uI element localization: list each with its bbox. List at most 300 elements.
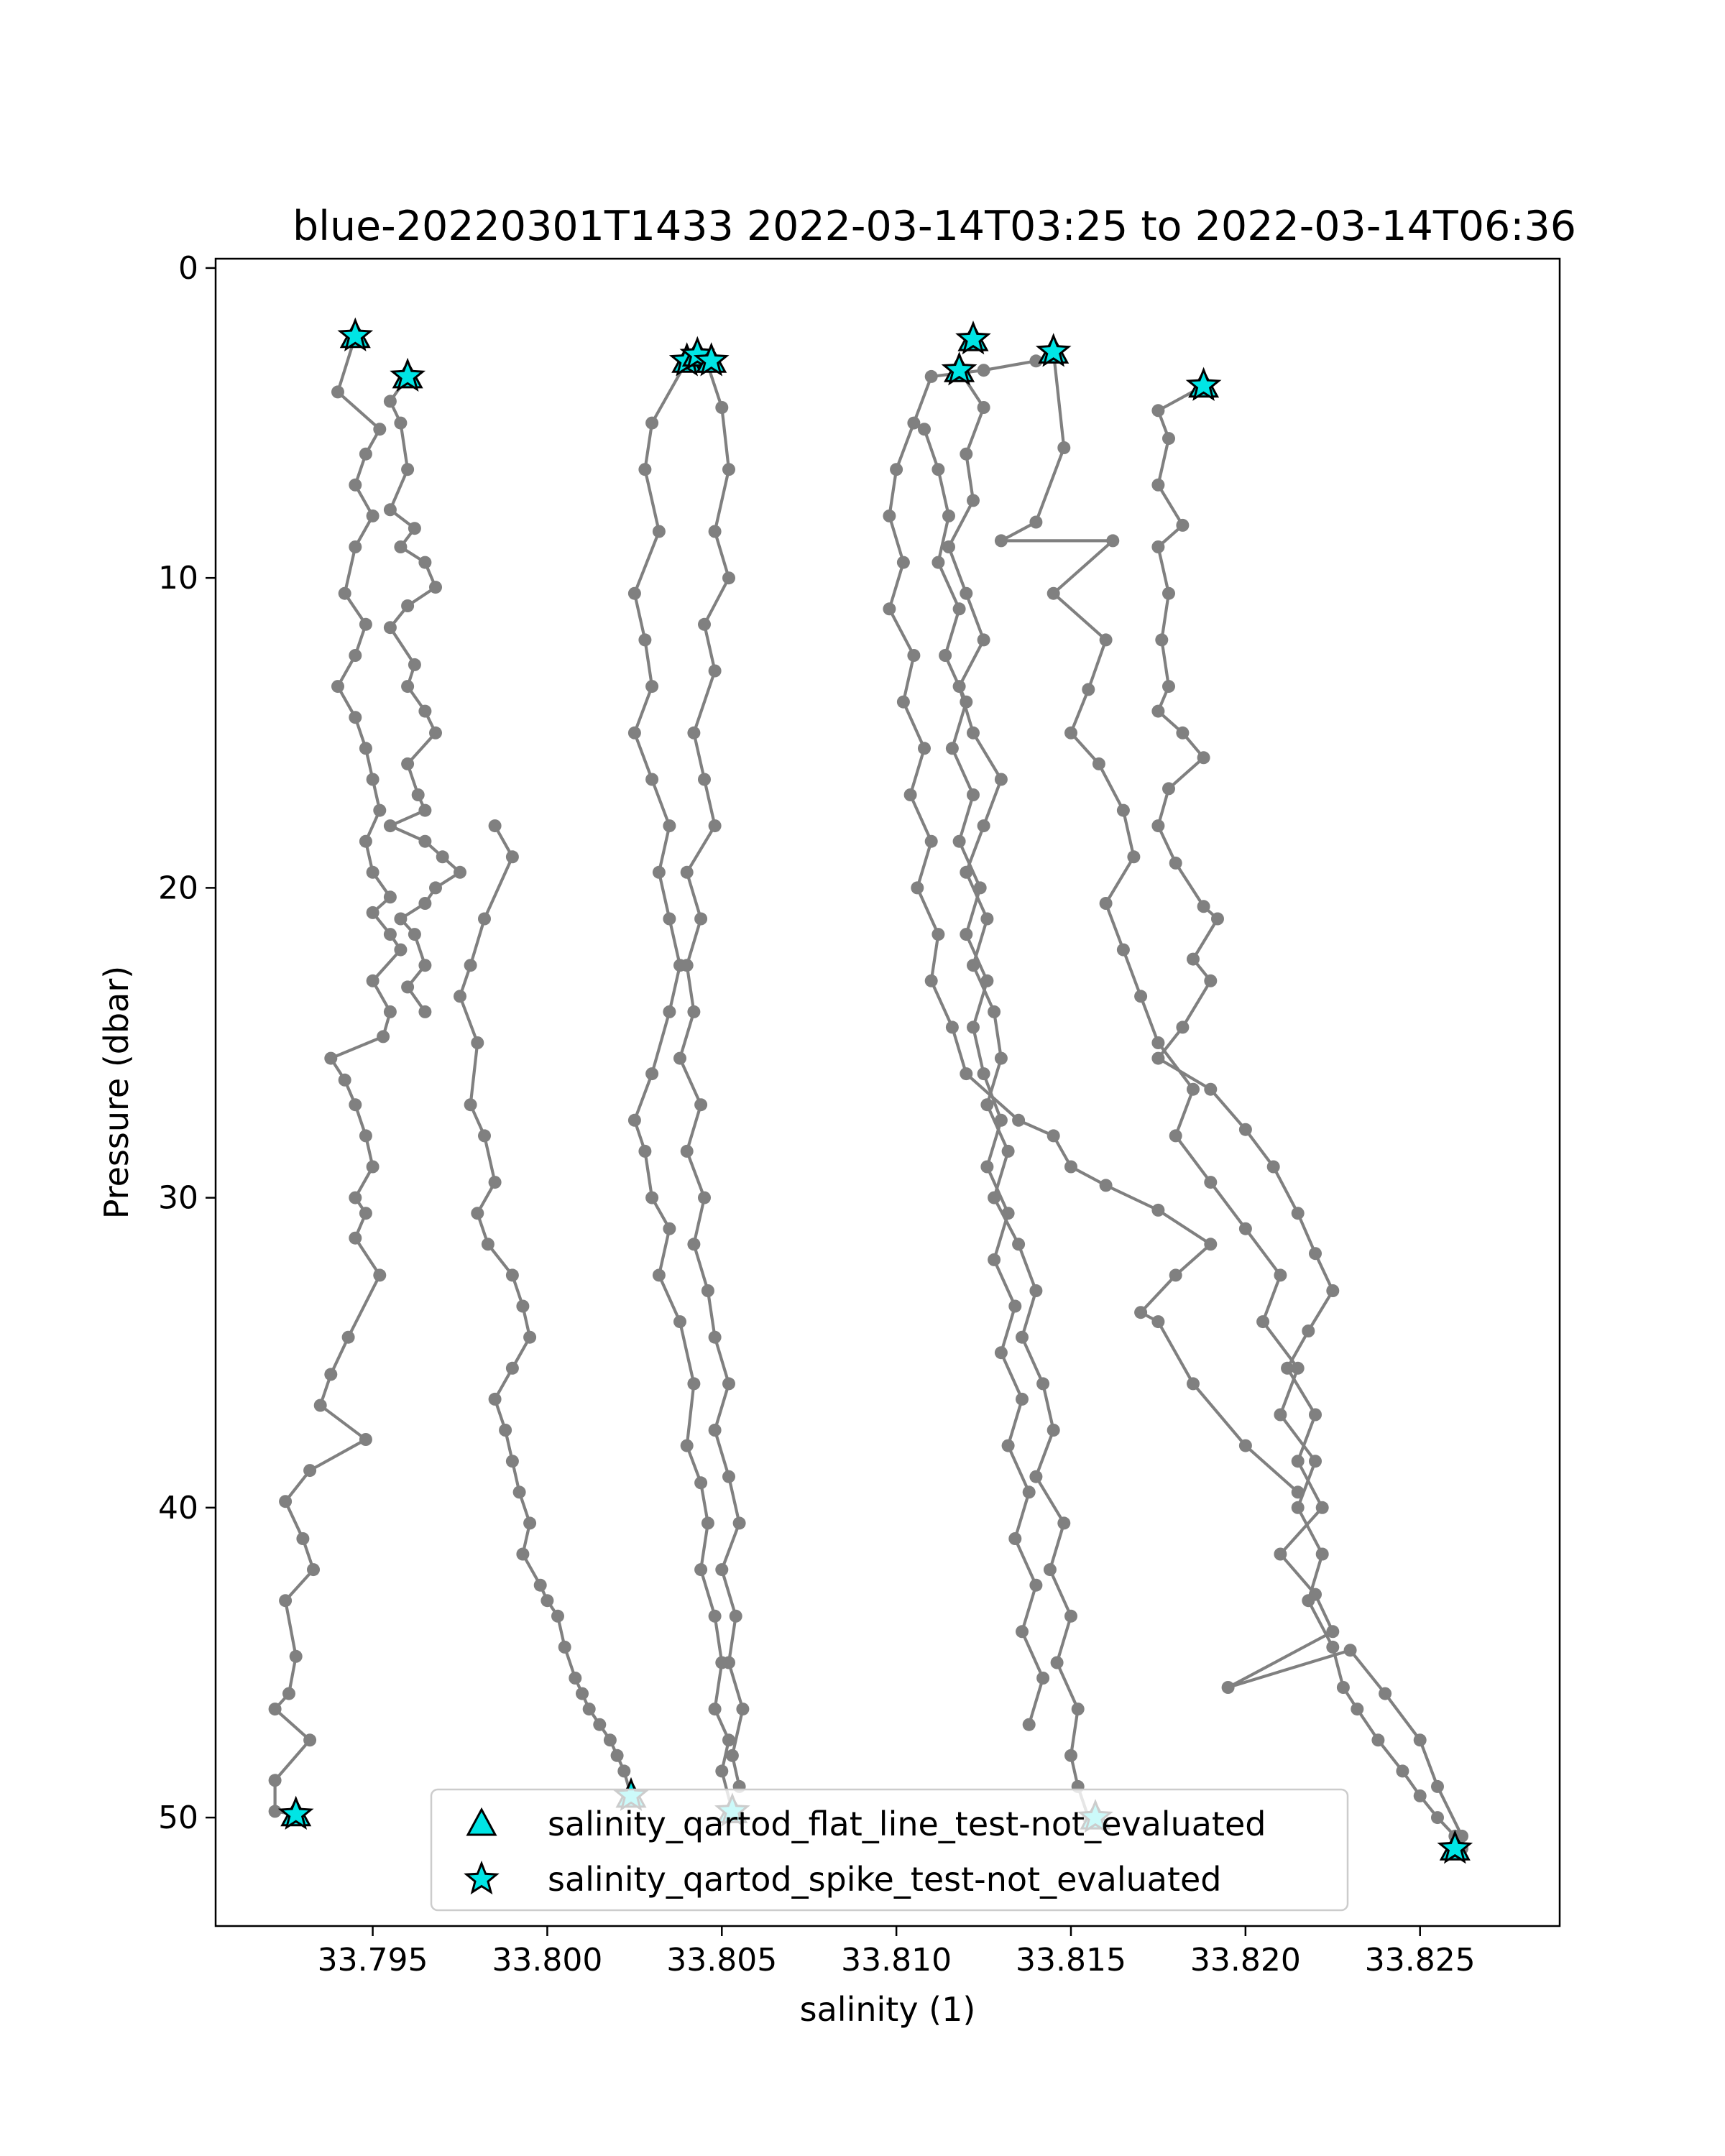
- data-point: [303, 1733, 316, 1746]
- legend-label: salinity_qartod_flat_line_test-not_evaluated: [548, 1805, 1266, 1843]
- data-point: [709, 1331, 722, 1344]
- data-point: [911, 881, 924, 894]
- data-point: [583, 1703, 596, 1715]
- data-point: [960, 448, 972, 461]
- data-point: [1292, 1485, 1305, 1498]
- data-point: [516, 1548, 529, 1561]
- data-point: [540, 1594, 553, 1607]
- x-tick-label: 33.795: [317, 1942, 428, 1978]
- data-point: [349, 649, 362, 662]
- data-point: [628, 1114, 641, 1127]
- data-point: [359, 448, 372, 461]
- data-point: [1134, 990, 1147, 1003]
- data-point: [1162, 432, 1175, 445]
- data-point: [1431, 1780, 1444, 1793]
- data-point: [960, 587, 972, 600]
- data-point: [974, 881, 987, 894]
- data-point: [1057, 1516, 1070, 1529]
- data-point: [1222, 1681, 1235, 1694]
- data-point: [722, 1470, 735, 1483]
- data-point: [1117, 804, 1130, 817]
- data-point: [384, 1005, 397, 1018]
- data-point: [418, 804, 431, 817]
- data-point: [551, 1610, 564, 1623]
- data-point: [1292, 1207, 1305, 1220]
- data-point: [418, 835, 431, 848]
- x-tick-label: 33.810: [841, 1942, 952, 1978]
- data-point: [960, 928, 972, 941]
- data-point: [1274, 1268, 1287, 1281]
- data-point: [1008, 1300, 1021, 1313]
- data-point: [722, 1657, 735, 1669]
- data-point: [1316, 1501, 1329, 1514]
- data-point: [967, 494, 980, 507]
- data-point: [1151, 705, 1164, 718]
- data-point: [1100, 897, 1113, 910]
- data-point: [1396, 1764, 1409, 1777]
- data-point: [918, 742, 931, 755]
- y-tick-label: 30: [158, 1179, 198, 1217]
- data-point: [1016, 1625, 1029, 1638]
- data-point: [645, 680, 658, 693]
- data-point: [722, 571, 735, 584]
- data-point: [464, 1098, 477, 1111]
- data-point: [638, 633, 651, 646]
- data-point: [1064, 1610, 1077, 1623]
- data-point: [1326, 1284, 1339, 1297]
- data-point: [408, 522, 421, 535]
- data-point: [730, 1610, 742, 1623]
- data-point: [593, 1718, 606, 1731]
- plot-background: [216, 259, 1560, 1926]
- data-point: [698, 1192, 711, 1204]
- data-point: [1316, 1548, 1329, 1561]
- data-point: [394, 540, 407, 553]
- data-point: [290, 1650, 303, 1663]
- data-point: [418, 897, 431, 910]
- data-point: [715, 1764, 728, 1777]
- data-point: [967, 788, 980, 801]
- data-point: [401, 680, 414, 693]
- data-point: [980, 1098, 993, 1111]
- data-point: [436, 850, 449, 863]
- data-point: [1379, 1687, 1392, 1700]
- data-point: [1239, 1123, 1252, 1136]
- data-point: [988, 1253, 1000, 1266]
- data-point: [722, 1377, 735, 1390]
- data-point: [349, 711, 362, 724]
- data-point: [1309, 1455, 1322, 1468]
- data-point: [482, 1238, 494, 1250]
- data-point: [367, 510, 380, 522]
- data-point: [367, 773, 380, 786]
- data-point: [883, 602, 896, 615]
- data-point: [1309, 1247, 1322, 1260]
- data-point: [1309, 1588, 1322, 1601]
- data-point: [1162, 587, 1175, 600]
- data-point: [569, 1672, 581, 1685]
- x-tick-label: 33.800: [492, 1942, 603, 1978]
- data-point: [897, 556, 910, 569]
- data-point: [925, 835, 938, 848]
- data-point: [412, 788, 425, 801]
- data-point: [296, 1532, 309, 1545]
- data-point: [1326, 1641, 1339, 1654]
- data-point: [1292, 1455, 1305, 1468]
- data-point: [978, 364, 990, 377]
- plot-area: [216, 259, 1560, 1926]
- data-point: [331, 385, 344, 398]
- data-point: [1239, 1222, 1252, 1235]
- data-point: [1064, 1161, 1077, 1174]
- data-point: [663, 1005, 676, 1018]
- data-point: [359, 1207, 372, 1220]
- data-point: [645, 773, 658, 786]
- data-point: [516, 1300, 529, 1313]
- chart-title: blue-20220301T1433 2022-03-14T03:25 to 2022-03-14T06:36: [292, 203, 1577, 250]
- data-point: [454, 990, 466, 1003]
- data-point: [377, 1030, 390, 1043]
- data-point: [709, 819, 722, 832]
- data-point: [1002, 1439, 1015, 1452]
- data-point: [394, 417, 407, 430]
- data-point: [673, 1052, 686, 1065]
- x-tick-label: 33.820: [1190, 1942, 1301, 1978]
- data-point: [939, 649, 952, 662]
- data-point: [967, 727, 980, 740]
- legend: [431, 1789, 1348, 1910]
- legend-entry: [468, 1805, 1266, 1843]
- data-point: [883, 510, 896, 522]
- data-point: [1414, 1789, 1427, 1802]
- data-point: [988, 1005, 1000, 1018]
- data-point: [681, 1439, 694, 1452]
- data-point: [401, 980, 414, 993]
- data-point: [681, 866, 694, 879]
- data-point: [702, 1284, 714, 1297]
- data-point: [1072, 1703, 1085, 1715]
- data-point: [687, 1238, 700, 1250]
- data-point: [349, 479, 362, 492]
- data-point: [1302, 1325, 1315, 1337]
- data-point: [1169, 1129, 1182, 1142]
- data-point: [995, 1052, 1008, 1065]
- data-point: [663, 1222, 676, 1235]
- data-point: [489, 1393, 502, 1406]
- data-point: [1151, 404, 1164, 417]
- y-tick-label: 40: [158, 1489, 198, 1526]
- data-point: [1274, 1409, 1287, 1422]
- data-point: [349, 1098, 362, 1111]
- data-point: [1162, 680, 1175, 693]
- data-point: [349, 1192, 362, 1204]
- data-point: [709, 1703, 722, 1715]
- data-point: [1155, 633, 1168, 646]
- data-point: [960, 696, 972, 709]
- data-point: [478, 913, 491, 926]
- data-point: [367, 1161, 380, 1174]
- data-point: [359, 835, 372, 848]
- data-point: [1169, 857, 1182, 870]
- data-point: [513, 1485, 526, 1498]
- data-point: [995, 1114, 1008, 1127]
- data-point: [694, 1098, 707, 1111]
- data-point: [1151, 819, 1164, 832]
- data-point: [645, 417, 658, 430]
- data-point: [324, 1052, 337, 1065]
- data-point: [418, 705, 431, 718]
- data-point: [653, 525, 666, 538]
- data-point: [1029, 1579, 1042, 1592]
- data-point: [418, 959, 431, 972]
- data-point: [638, 1145, 651, 1158]
- data-point: [373, 804, 386, 817]
- data-point: [645, 1067, 658, 1080]
- data-point: [1431, 1811, 1444, 1824]
- data-point: [694, 913, 707, 926]
- data-point: [617, 1764, 630, 1777]
- data-point: [980, 975, 993, 987]
- data-point: [1337, 1681, 1350, 1694]
- data-point: [1204, 975, 1217, 987]
- data-point: [687, 1005, 700, 1018]
- data-point: [1012, 1114, 1025, 1127]
- data-point: [384, 890, 397, 903]
- data-point: [1151, 540, 1164, 553]
- data-point: [1292, 1501, 1305, 1514]
- data-point: [401, 463, 414, 476]
- data-point: [1106, 534, 1119, 547]
- data-point: [314, 1399, 327, 1412]
- data-point: [1064, 727, 1077, 740]
- data-point: [960, 1067, 972, 1080]
- data-point: [694, 1476, 707, 1489]
- legend-entry: [466, 1860, 1221, 1899]
- data-point: [359, 1433, 372, 1446]
- data-point: [1176, 1021, 1189, 1033]
- data-point: [471, 1207, 484, 1220]
- data-point: [394, 944, 407, 957]
- data-point: [359, 742, 372, 755]
- data-point: [1127, 850, 1140, 863]
- y-tick-label: 20: [158, 870, 198, 907]
- data-point: [429, 727, 442, 740]
- data-point: [506, 1455, 519, 1468]
- data-point: [349, 540, 362, 553]
- x-axis-label: salinity (1): [799, 1990, 976, 2029]
- data-point: [1100, 1179, 1113, 1192]
- data-point: [1281, 1362, 1294, 1375]
- data-point: [1057, 441, 1070, 454]
- data-point: [523, 1516, 536, 1529]
- data-point: [1047, 1129, 1060, 1142]
- data-point: [1044, 1563, 1057, 1576]
- data-point: [408, 928, 421, 941]
- data-point: [489, 819, 502, 832]
- data-point: [331, 680, 344, 693]
- data-point: [534, 1579, 547, 1592]
- data-point: [1012, 1238, 1025, 1250]
- data-point: [418, 556, 431, 569]
- data-point: [1309, 1409, 1322, 1422]
- data-point: [1151, 1204, 1164, 1217]
- data-point: [1029, 1284, 1042, 1297]
- data-point: [709, 525, 722, 538]
- data-point: [1008, 1532, 1021, 1545]
- data-point: [1274, 1548, 1287, 1561]
- data-point: [429, 881, 442, 894]
- data-point: [1100, 633, 1113, 646]
- data-point: [698, 773, 711, 786]
- data-point: [408, 658, 421, 671]
- data-point: [925, 975, 938, 987]
- data-point: [653, 866, 666, 879]
- data-point: [1151, 479, 1164, 492]
- data-point: [418, 1005, 431, 1018]
- data-point: [367, 906, 380, 919]
- data-point: [1267, 1161, 1280, 1174]
- y-tick-label: 10: [158, 560, 198, 597]
- data-point: [1187, 1083, 1200, 1096]
- data-point: [715, 1563, 728, 1576]
- data-point: [1047, 1424, 1060, 1437]
- data-point: [904, 788, 917, 801]
- data-point: [269, 1703, 282, 1715]
- data-point: [523, 1331, 536, 1344]
- data-point: [349, 1232, 362, 1245]
- x-tick-label: 33.805: [666, 1942, 778, 1978]
- data-point: [980, 1161, 993, 1174]
- data-point: [269, 1774, 282, 1787]
- data-point: [1344, 1644, 1357, 1657]
- data-point: [907, 417, 920, 430]
- data-point: [1064, 1749, 1077, 1762]
- data-point: [897, 696, 910, 709]
- x-tick-label: 33.815: [1016, 1942, 1126, 1978]
- data-point: [1036, 1377, 1049, 1390]
- data-point: [282, 1687, 295, 1700]
- y-axis-label: Pressure (dbar): [97, 965, 136, 1220]
- data-point: [367, 866, 380, 879]
- data-point: [653, 1268, 666, 1281]
- data-point: [429, 581, 442, 594]
- data-point: [1169, 1268, 1182, 1281]
- data-point: [736, 1703, 749, 1715]
- data-point: [1036, 1672, 1049, 1685]
- data-point: [628, 587, 641, 600]
- data-point: [471, 1036, 484, 1049]
- data-point: [1187, 1377, 1200, 1390]
- data-point: [384, 503, 397, 516]
- data-point: [367, 975, 380, 987]
- data-point: [681, 959, 694, 972]
- data-point: [401, 599, 414, 612]
- data-point: [1326, 1625, 1339, 1638]
- data-point: [506, 1362, 519, 1375]
- data-point: [1023, 1718, 1036, 1731]
- data-point: [1016, 1393, 1029, 1406]
- data-point: [733, 1516, 746, 1529]
- data-point: [576, 1687, 589, 1700]
- data-point: [1151, 1036, 1164, 1049]
- data-point: [995, 773, 1008, 786]
- data-point: [1414, 1733, 1427, 1746]
- data-point: [1082, 683, 1095, 696]
- data-point: [1211, 913, 1224, 926]
- data-point: [967, 1021, 980, 1033]
- data-point: [1187, 953, 1200, 966]
- data-point: [384, 395, 397, 407]
- data-point: [687, 1377, 700, 1390]
- data-point: [1176, 519, 1189, 532]
- data-point: [1151, 1315, 1164, 1328]
- data-point: [722, 463, 735, 476]
- data-point: [995, 534, 1008, 547]
- data-point: [1002, 1145, 1015, 1158]
- data-point: [339, 1074, 351, 1087]
- data-point: [506, 850, 519, 863]
- data-point: [454, 866, 466, 879]
- data-point: [995, 1346, 1008, 1359]
- data-point: [1029, 516, 1042, 529]
- data-point: [702, 1516, 714, 1529]
- data-point: [1002, 1207, 1015, 1220]
- data-point: [1117, 944, 1130, 957]
- data-point: [698, 618, 711, 631]
- data-point: [1134, 1306, 1147, 1319]
- data-point: [394, 913, 407, 926]
- data-point: [942, 510, 955, 522]
- data-point: [645, 1192, 658, 1204]
- data-point: [709, 665, 722, 678]
- data-point: [279, 1594, 292, 1607]
- data-point: [980, 913, 993, 926]
- data-point: [953, 835, 966, 848]
- data-point: [709, 1610, 722, 1623]
- data-point: [663, 913, 676, 926]
- data-point: [506, 1268, 519, 1281]
- data-point: [499, 1424, 512, 1437]
- data-point: [709, 1424, 722, 1437]
- data-point: [1151, 1052, 1164, 1065]
- data-point: [907, 649, 920, 662]
- data-point: [478, 1129, 491, 1142]
- x-tick-label: 33.825: [1364, 1942, 1476, 1978]
- data-point: [1204, 1238, 1217, 1250]
- data-point: [628, 727, 641, 740]
- y-tick-label: 50: [158, 1800, 198, 1837]
- data-point: [373, 1268, 386, 1281]
- data-point: [611, 1749, 624, 1762]
- data-point: [1256, 1315, 1269, 1328]
- data-point: [978, 1067, 990, 1080]
- data-point: [604, 1733, 617, 1746]
- y-tick-label: 0: [178, 249, 198, 287]
- data-point: [1371, 1733, 1384, 1746]
- data-point: [715, 401, 728, 414]
- data-point: [342, 1331, 355, 1344]
- data-point: [359, 1129, 372, 1142]
- data-point: [726, 1749, 739, 1762]
- data-point: [953, 602, 966, 615]
- data-point: [489, 1176, 502, 1189]
- legend-label: salinity_qartod_spike_test-not_evaluated: [548, 1860, 1222, 1899]
- data-point: [925, 370, 938, 383]
- data-point: [694, 1563, 707, 1576]
- data-point: [1239, 1439, 1252, 1452]
- data-point: [687, 727, 700, 740]
- data-point: [978, 819, 990, 832]
